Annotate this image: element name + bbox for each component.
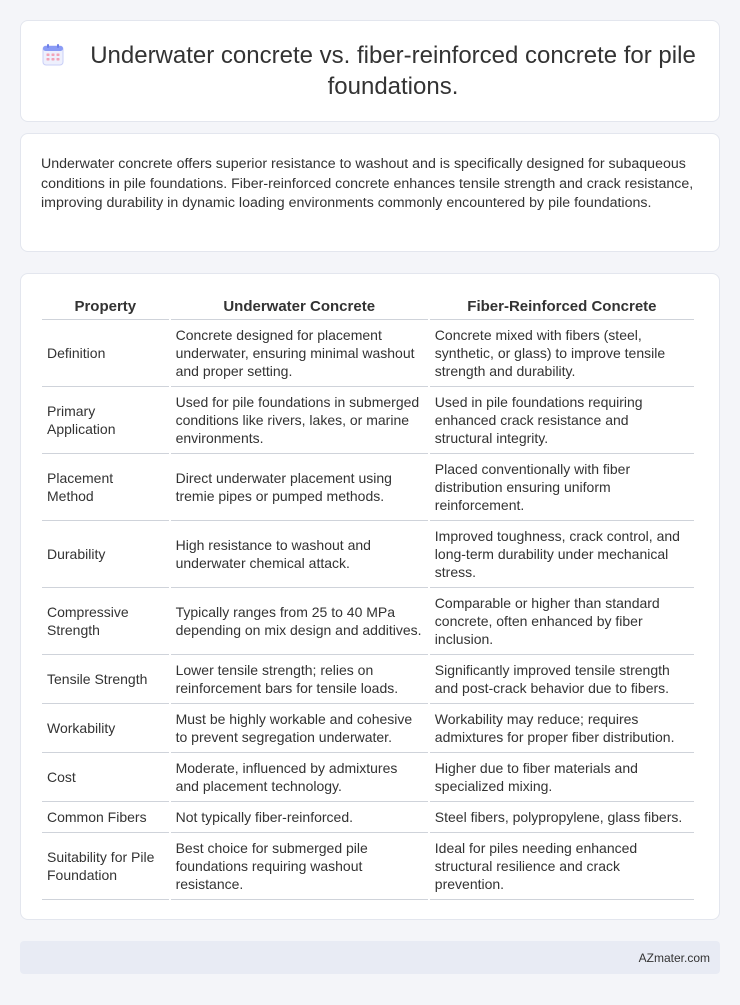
title-card [20,20,720,122]
row-fiber: Steel fibers, polypropylene, glass fibers. [430,802,694,833]
header-underwater: Underwater Concrete [171,294,428,320]
table-row [42,387,694,454]
row-property: Placement Method [42,454,169,521]
row-fiber: Used in pile foundations requiring enhanced crack resistance and structural integrity. [430,387,694,454]
table-row [42,320,694,387]
table-row [42,454,694,521]
table-row [42,655,694,704]
row-fiber: Ideal for piles needing enhanced structural resilience and crack prevention. [430,833,694,900]
row-fiber: Significantly improved tensile strength and post-crack behavior due to fibers. [430,655,694,704]
row-underwater: Moderate, influenced by admixtures and placement technology. [171,753,428,802]
table-row [42,521,694,588]
row-fiber: Improved toughness, crack control, and long-term durability under mechanical stress. [430,521,694,588]
table-row [42,704,694,753]
comparison-card [20,273,720,920]
row-underwater: Concrete designed for placement underwater, ensuring minimal washout and proper setting. [171,320,428,387]
table-row [42,588,694,655]
row-property: Cost [42,753,169,802]
row-underwater: High resistance to washout and underwater chemical attack. [171,521,428,588]
comparison-table [40,294,696,900]
row-underwater: Best choice for submerged pile foundations requiring washout resistance. [171,833,428,900]
table-header-row [42,294,694,320]
row-property: Compressive Strength [42,588,169,655]
row-fiber: Workability may reduce; requires admixtures for proper fiber distribution. [430,704,694,753]
table-row [42,802,694,833]
calendar-icon [41,43,65,67]
header-fiber: Fiber-Reinforced Concrete [430,294,694,320]
row-fiber: Comparable or higher than standard concrete, often enhanced by fiber inclusion. [430,588,694,655]
row-property: Tensile Strength [42,655,169,704]
row-underwater: Must be highly workable and cohesive to prevent segregation underwater. [171,704,428,753]
footer-site-label: AZmater.com [638,950,710,965]
row-property: Definition [42,320,169,387]
row-underwater: Lower tensile strength; relies on reinforcement bars for tensile loads. [171,655,428,704]
row-property: Common Fibers [42,802,169,833]
summary-text: Underwater concrete offers superior resistance to washout and is specifically designed for subaqueous conditions in pile foundations. Fiber-reinforced concrete enhances tensile strength and crack resistance, improving durability in dynamic loading environments commonly encountered by pile foundations. [41,156,694,211]
footer [20,941,720,974]
row-underwater: Used for pile foundations in submerged conditions like rivers, lakes, or marine environments. [171,387,428,454]
header-property: Property [42,294,169,320]
title-wrap [41,40,699,102]
row-underwater: Typically ranges from 25 to 40 MPa depending on mix design and additives. [171,588,428,655]
row-underwater: Direct underwater placement using tremie pipes or pumped methods. [171,454,428,521]
table-row [42,753,694,802]
summary-card [20,133,720,252]
table-row [42,833,694,900]
row-property: Suitability for Pile Foundation [42,833,169,900]
row-underwater: Not typically fiber-reinforced. [171,802,428,833]
row-fiber: Higher due to fiber materials and specialized mixing. [430,753,694,802]
page-title: Underwater concrete vs. fiber-reinforced concrete for pile foundations. [90,42,696,100]
row-fiber: Placed conventionally with fiber distribution ensuring uniform reinforcement. [430,454,694,521]
row-property: Durability [42,521,169,588]
row-property: Primary Application [42,387,169,454]
row-fiber: Concrete mixed with fibers (steel, synthetic, or glass) to improve tensile strength and durability. [430,320,694,387]
row-property: Workability [42,704,169,753]
